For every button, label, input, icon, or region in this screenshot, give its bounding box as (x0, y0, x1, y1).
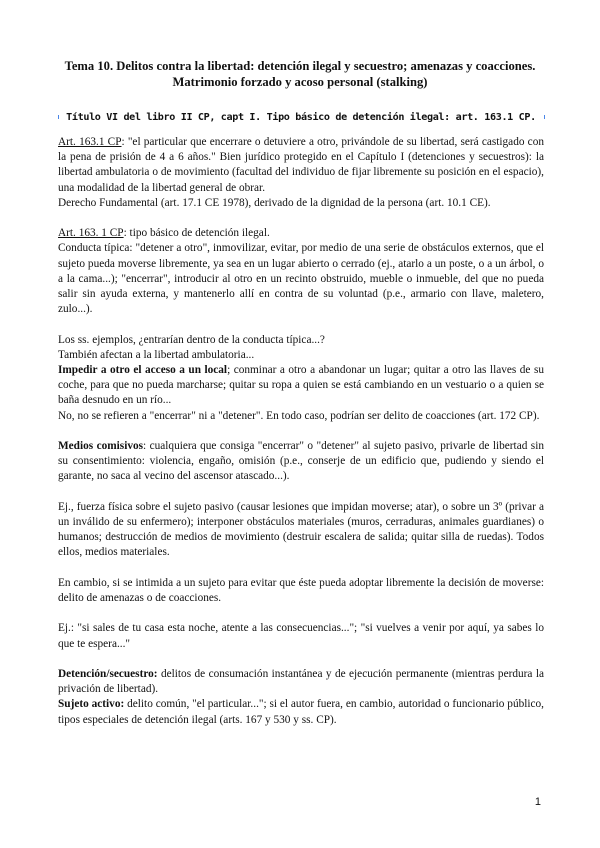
banner-text (66, 112, 536, 123)
spacer (58, 317, 544, 332)
section-banner (58, 109, 544, 125)
paragraph (58, 226, 544, 241)
paragraph: También afectan a la libertad ambulatoria... (58, 348, 255, 361)
banner-emphasis: Tipo básico de detención ilegal (266, 111, 445, 123)
spacer (58, 424, 544, 439)
spacer (58, 485, 544, 500)
spacer (58, 606, 544, 621)
paragraph: Conducta típica: "detener a otro", inmovilizar, evitar, por medio de una serie de obstáculos externos, que el sujeto pueda moverse libremente, ya sea en un lugar abierto o cerrado (ej., atarlo a un poste, o a un árbol, o a la cama...); "encerrar", introducir al otro en un recinto obstruido, mueble o inmueble, del que no pueda salir sin ayuda externa, y mantenerlo allí en contra de su voluntad (p.e., armario con llave, maletero, zulo...). (58, 242, 544, 316)
document-body (58, 135, 544, 728)
paragraph-text: : cualquiera que consiga "encerrar" o "detener" al sujeto pasivo, privarle de libertad sin su consentimiento: violencia, engaño, omisión (p.e., conserje de un edificio que, pudiendo y siendo el garante, no saca al vecino del ascensor atascado...). (58, 440, 544, 483)
paragraph-text: : tipo básico de detención ilegal. (123, 227, 270, 240)
article-reference: Art. 163. 1 CP (58, 227, 124, 240)
paragraph-text: ; conminar a otro a abandonar un lugar; quitar a otro las llaves de su coche, para que no pueda marcharse; quitar su ropa a quien se está cambiando en un vestuario o a quien se baña desnudo en un río... (58, 364, 544, 407)
paragraph: Ej.: "si sales de tu casa esta noche, atente a las consecuencias..."; "si vuelves a venir por aquí, ya sabes lo que te espera..." (58, 622, 544, 650)
paragraph (58, 697, 544, 727)
paragraph-text: delitos de consumación instantánea y de ejecución permanente (mientras perdura la privación de libertad). (58, 668, 544, 696)
title-line-2: Matrimonio forzado y acoso personal (stalking) (172, 75, 428, 89)
bold-term: Detención/secuestro: (58, 668, 158, 680)
paragraph (58, 439, 544, 485)
document-title (40, 58, 560, 90)
paragraph (58, 667, 544, 697)
paragraph (58, 135, 544, 196)
paragraph: Los ss. ejemplos, ¿entrarían dentro de la conducta típica...? (58, 333, 325, 346)
paragraph-text: delito común, "el particular..."; si el autor fuera, en cambio, autoridad o funcionario público, tipos especiales de detención ilegal (arts. 167 y 530 y ss. CP). (58, 698, 545, 726)
paragraph: No, no se refieren a "encerrar" ni a "detener". En todo caso, podrían ser delito de coacciones (art. 172 CP). (58, 409, 540, 422)
spacer (58, 211, 544, 226)
paragraph (58, 363, 544, 409)
banner-prefix: Título VI del libro II CP, capt I. (66, 111, 267, 123)
bold-term: Impedir a otro el acceso a un local (58, 364, 228, 377)
paragraph: En cambio, si se intimida a un sujeto para evitar que éste pueda adoptar libremente la decisión de moverse: delito de amenazas o de coacciones. (58, 576, 544, 605)
spacer (58, 561, 544, 576)
title-line-1: Tema 10. Delitos contra la libertad: detención ilegal y secuestro; amenazas y coacciones. (64, 59, 536, 73)
paragraph-text: : "el particular que encerrare o detuviere a otro, privándole de su libertad, será castigado con la pena de prisión de 4 a 6 años." Bien jurídico protegido en el Capítulo I (detenciones y secuestros): la libertad ambulatoria o de movimiento (facultad del individuo de fijar libremente su posición en el espacio), una modalidad de la libertad general de obrar. (58, 136, 544, 194)
bold-term: Medios comisivos (58, 440, 144, 453)
banner-suffix: : art. 163.1 CP. (444, 111, 536, 123)
spacer (58, 652, 544, 667)
paragraph: Derecho Fundamental (art. 17.1 CE 1978), derivado de la dignidad de la persona (art. 10.1 CE). (58, 196, 491, 209)
page-number: 1 (534, 796, 541, 808)
article-reference: Art. 163.1 CP (58, 136, 122, 148)
paragraph: Ej., fuerza física sobre el sujeto pasivo (causar lesiones que impidan moverse; atar), o sobre un 3º (privar a un inválido de su enfermero); interponer obstáculos materiales (muros, cerraduras, animales guardianes) o humanos; destrucción de medios de movimiento (destruir escalera de salida; quitar silla de ruedas). Todos ellos, medios materiales. (58, 500, 544, 559)
bold-term: Sujeto activo: (58, 698, 125, 711)
